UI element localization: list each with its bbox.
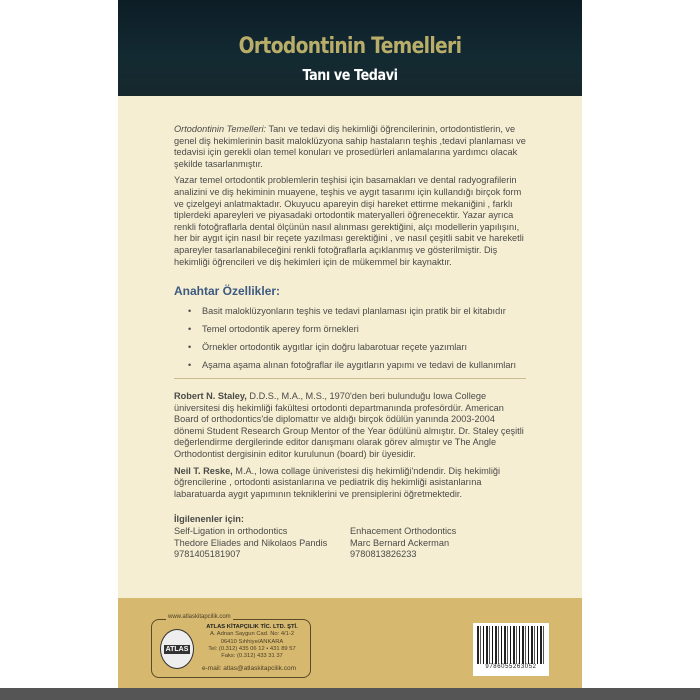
features-list	[188, 306, 526, 372]
description-paragraph: Yazar temel ortodontik problemlerin teşhisi için basamakları ve dental radyografilerin analizini ve diş hekiminin muayene, teşhis ve aygıt tasarımı için kullandığı birçok form ve çizelgeyi anlatmaktadır. Okuyucu apareyin dişi hareket ettirme mekaniğini , farklı tiplerdeki apareyleri ve piyasadaki ortodontik materyalleri öğrenecektir. Yazar ayrıca renkli fotoğraflarla dental ölçünün nasıl alınması gerektiğini, alçı modellerin yapılışını, her bir aygıt için nasıl bir reçete yazılması gerektiğini , ve nasıl çeşitli sabit ve hareketli apareyler tasarlanabileceğini renkli fotoğraflarla açıklanmış ve gösterilmiştir. Diş hekimliği öğrencileri ve diş hekimleri için de mükemmel bir kaynaktır.	[174, 175, 524, 267]
related-book-authors: Marc Bernard Ackerman	[350, 537, 450, 548]
related-book-isbn: 9781405181907	[174, 549, 241, 560]
intro-text: Tanı ve tedavi diş hekimliği öğrencilerinin, ortodontistlerin, ve genel diş hekimlerinin basit maloklüzyona sahip hastaların teşhis ,tedavi planlaması ve tedavisi için gerekli olan temel konuları ve prosedürleri anlamalarına yardımcı olacak şekilde tasarlanmıştır.	[174, 124, 526, 169]
cover-header	[118, 0, 582, 96]
author-bio	[174, 466, 526, 501]
related-book-title: Self-Ligation in orthodontics	[174, 526, 288, 537]
book-back-cover	[118, 0, 582, 700]
publisher-fax: Faks: (0.312) 433 31 37	[221, 653, 283, 660]
logo-text: ATLAS	[165, 645, 189, 653]
related-book-isbn: 9780813826233	[350, 549, 417, 560]
publisher-url: www.atlaskitapcilik.com	[168, 614, 231, 620]
author-name: Neil T. Reske,	[174, 465, 233, 476]
related-books	[174, 526, 526, 561]
related-book-title: Enhacement Orthodontics	[350, 526, 457, 537]
feature-item: • Örnekler ortodontik aygıtlar için doğru labarotuar reçete yazımları	[188, 342, 526, 354]
publisher-email: e-mail: atlas@atlaskitapcilik.com	[202, 665, 297, 672]
feature-item: • Basit maloklüzyonların teşhis ve tedavi planlaması için pratik bir el kitabıdır	[188, 306, 526, 318]
barcode	[473, 623, 549, 676]
author-bio-text: D.D.S., M.A., M.S., 1970'den beri bulunduğu Iowa College üniversitesi diş hekimliği fakültesi ortodonti departmanında profesördür. American Board of orthodontics'de diplomattır ve aldığı birçok ödülün yanında 2003-2004 dönemi Student Research Group Mentor of the Year ödülünü almıştır. Dr. Staley çeşitli değerlendirme dergilerinde editor danışmanı olarak görev almıştır ve The Angle Orthodontist dergisinin editor kurulunun (board) bir üyesidir.	[174, 391, 524, 460]
publisher-tel: Tel: (0.312) 435 06 12 • 431 89 57	[208, 645, 296, 652]
publisher-city: 06410 Sıhhiye/ANKARA	[220, 638, 284, 645]
background-surface	[0, 688, 700, 700]
book-subtitle: Tanı ve Tedavi	[302, 66, 398, 84]
feature-item: • Aşama aşama alınan fotoğraflar ile aygıtların yapımı ve tedavi de kullanımları	[188, 360, 526, 372]
related-book	[350, 526, 526, 561]
barcode-bars-icon	[477, 626, 545, 664]
author-bio	[174, 391, 526, 461]
cover-footer	[118, 598, 582, 688]
intro-paragraph	[174, 124, 526, 170]
publisher-name: ATLAS KİTAPÇILIK TİC. LTD. ŞTİ.	[206, 624, 298, 630]
features-heading: Anahtar Özellikler:	[174, 284, 281, 299]
atlas-globe-logo-icon	[160, 629, 194, 669]
publisher-box	[151, 614, 311, 678]
author-name: Robert N. Staley,	[174, 391, 247, 402]
book-title: Ortodontinin Temelleri	[238, 34, 462, 59]
related-book-authors: Thedore Eliades and Nikolaos Pandis	[174, 537, 328, 548]
cover-content	[174, 124, 526, 561]
related-book	[174, 526, 350, 561]
barcode-number: 9786055263052	[485, 664, 537, 670]
author-bio-text: M.A., Iowa collage üniveristesi diş hekimliği'ndendir. Diş hekimliği öğrencilerine , ortodonti asistanlarına ve pediatrik diş hekimliği asistanlarına labaratuarda aygıt yapımının tekniklerini ve prensiplerini öğretmektedir.	[174, 465, 501, 499]
publisher-address: A. Adnan Saygun Cad. No: 4/1-2	[209, 631, 295, 638]
related-heading: İlgilenenler için:	[174, 514, 244, 525]
publisher-info	[202, 624, 302, 660]
feature-item: • Temel ortodontik aperey form örnekleri	[188, 324, 526, 336]
divider	[174, 378, 526, 379]
intro-lead: Ortodontinin Temelleri:	[174, 124, 267, 134]
